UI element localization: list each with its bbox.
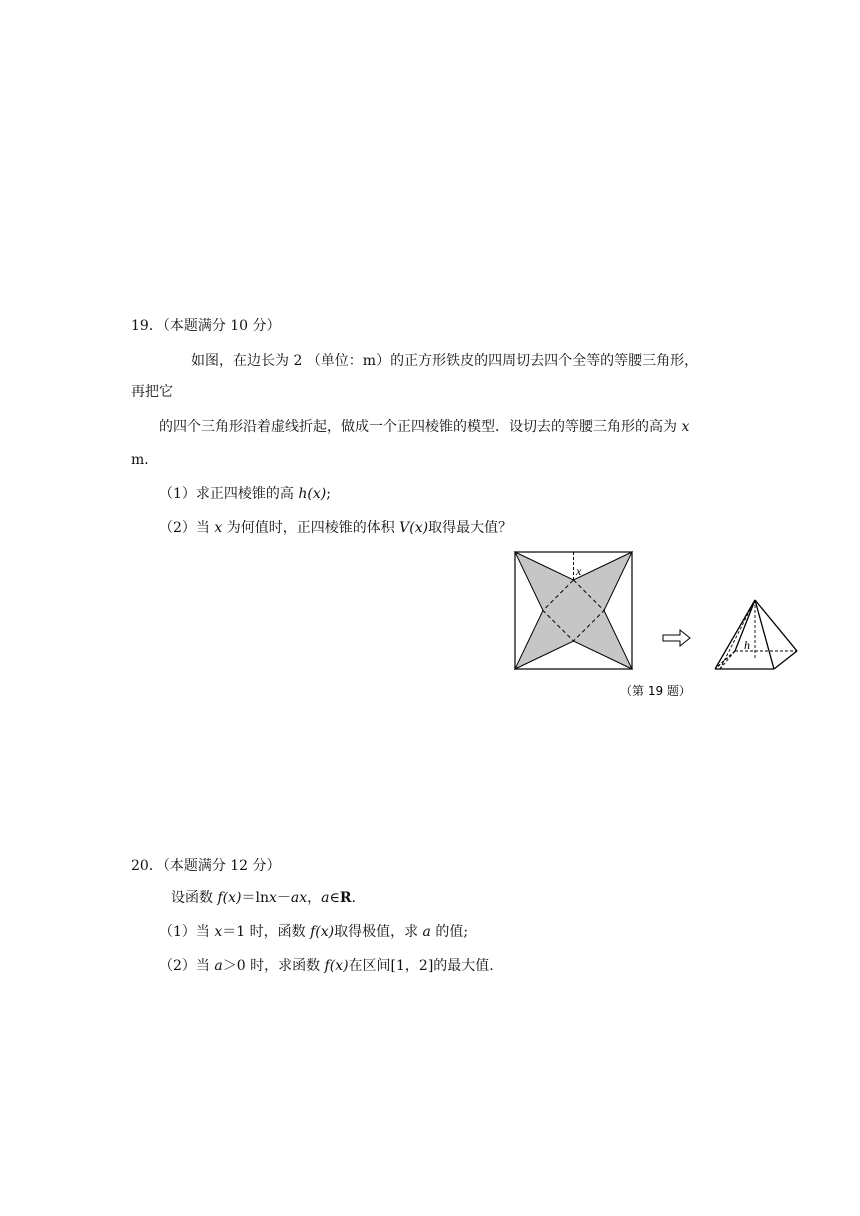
var-x: x xyxy=(214,520,223,536)
q20-part-1: （1）当 x＝1 时，函数 f(x)取得极值，求 a 的值; xyxy=(159,924,469,940)
q19-intro-line-1: 如图，在边长为 2 （单位：m）的正方形铁皮的四周切去四个全等的等腰三角形， xyxy=(191,353,699,369)
q20-intro: 设函数 f(x)＝lnx－ax，a∈R. xyxy=(171,890,356,906)
q19-figure xyxy=(505,545,805,705)
q19-part-1: （1）求正四棱锥的高 h(x); xyxy=(159,486,331,502)
q19-part-2: （2）当 x 为何值时，正四棱锥的体积 V(x)取得最大值？ xyxy=(159,520,513,536)
label-h: h xyxy=(744,638,750,652)
math-v-of-x: V(x) xyxy=(399,520,429,536)
q19-intro-line-3: 的四个三角形沿着虚线折起，做成一个正四棱锥的模型．设切去的等腰三角形的高为 x xyxy=(159,419,690,435)
label-x: x xyxy=(576,564,582,578)
q19-intro-line-4: m． xyxy=(131,452,159,468)
q19-intro-line-2: 再把它 xyxy=(131,384,173,400)
q19-header: 19．（本题满分 10 分） xyxy=(131,318,281,334)
q20-part-2: （2）当 a＞0 时，求函数 f(x)在区间[1，2]的最大值. xyxy=(159,958,494,974)
figure-caption: （第 19 题） xyxy=(620,684,691,698)
var-x: x xyxy=(681,419,690,435)
q20-header: 20．（本题满分 12 分） xyxy=(131,858,281,874)
math-h-of-x: h(x) xyxy=(298,486,327,502)
right-outline-arrow-icon xyxy=(663,630,690,646)
square-sheet-diagram xyxy=(515,552,632,669)
pyramid-diagram xyxy=(715,600,797,669)
